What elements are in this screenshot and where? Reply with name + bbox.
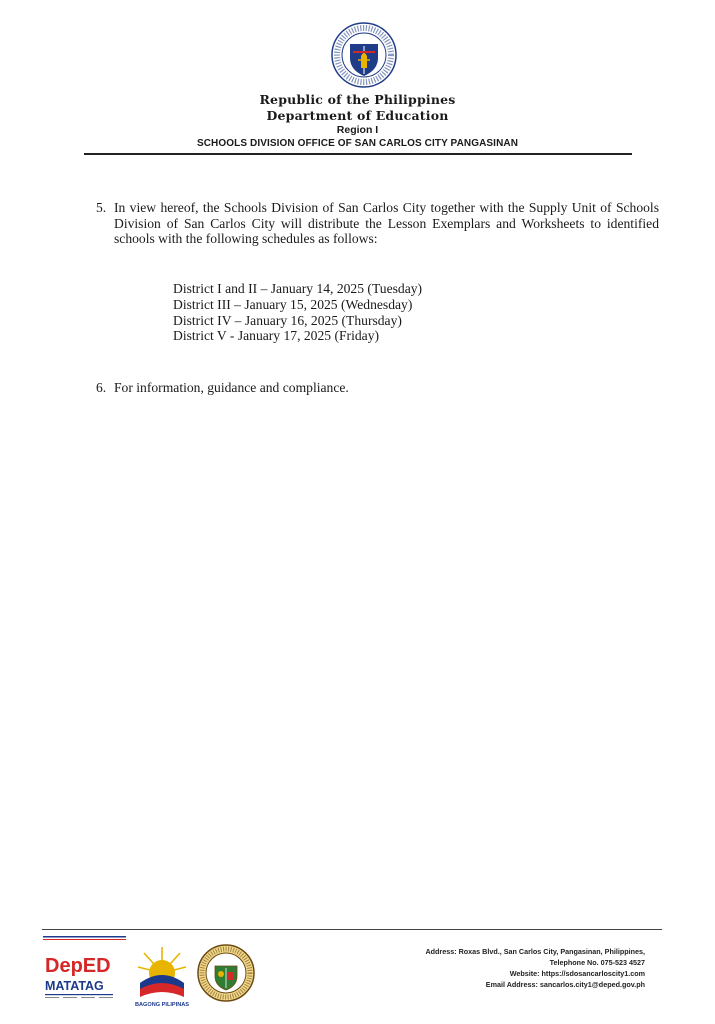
item-6-number: 6. [96,380,107,395]
footer-address: Address: Roxas Blvd., San Carlos City, Pangasinan, Philippines, [425,947,645,956]
schedule-item: District I and II – January 14, 2025 (Tuesday) [173,281,423,296]
footer-email[interactable]: Email Address: sancarlos.city1@deped.gov.ph [485,980,645,989]
footer-telephone: Telephone No. 075-523 4527 [549,958,645,967]
sdo-san-carlos-seal-icon [197,944,255,1002]
bagong-pilipinas-logo [132,943,192,1009]
item-6-text: For information, guidance and compliance. [114,380,349,395]
schedule-item: District V - January 17, 2025 (Friday) [173,328,380,344]
footer-divider [42,929,662,930]
item-5-text: In view hereof, the Schools Division of San Carlos City together with the Supply Unit of Schools Division of San Carlos City will distribute the Lesson Exemplars and Worksheets to identified schools with the following schedules as follows: [114,200,659,247]
deped-logo-text: DepED [45,955,111,977]
item-6 [96,380,349,396]
deped-matatag-logo [43,936,126,1010]
matatag-logo-text: MATATAG [45,979,104,993]
schedule-item: District IV – January 16, 2025 (Thursday) [173,312,402,328]
header-department: Department of Education [266,108,449,123]
item-5-number: 5. [96,200,107,215]
header-divider [84,153,632,155]
deped-seal-icon [331,22,397,88]
bagong-pilipinas-text: BAGONG PILIPINAS [134,1002,190,1008]
header-region: Region I [336,124,379,136]
header-republic: Republic of the Philippines [259,92,456,107]
schedule-item: District III – January 15, 2025 (Wednesday) [173,296,413,312]
footer-contact [425,946,645,990]
schedule-list [173,281,422,344]
header-office: SCHOOLS DIVISION OFFICE OF SAN CARLOS CITY PANGASINAN [196,138,519,149]
footer-website[interactable]: Website: https://sdosancarloscity1.com [509,969,645,978]
